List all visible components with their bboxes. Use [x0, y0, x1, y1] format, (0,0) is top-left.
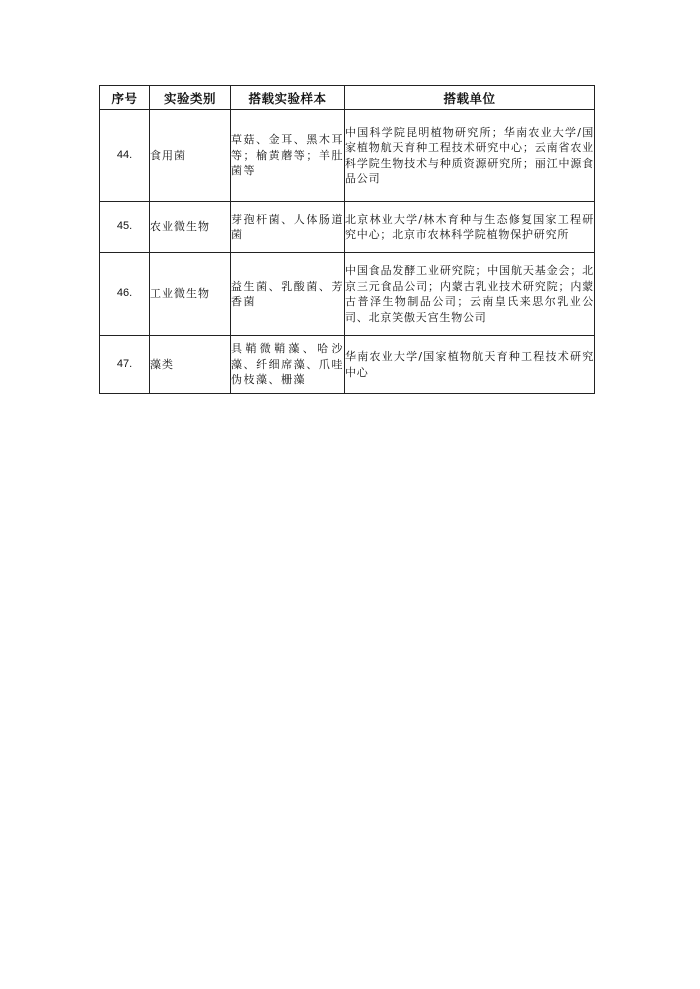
header-category: 实验类别: [150, 86, 231, 110]
row-unit: 中国食品发酵工业研究院；中国航天基金会；北京三元食品公司；内蒙古乳业技术研究院；内蒙古普泽生物制品公司；云南皇氏来思尔乳业公司、北京笑傲天宫生物公司: [345, 253, 595, 336]
row-index: 47.: [100, 336, 150, 394]
row-category: 藻类: [150, 336, 231, 394]
row-category: 农业微生物: [150, 202, 231, 253]
row-sample: 芽孢杆菌、人体肠道菌: [231, 202, 345, 253]
header-unit: 搭载单位: [345, 86, 595, 110]
row-index: 46.: [100, 253, 150, 336]
table-row: [100, 253, 595, 336]
row-unit: 中国科学院昆明植物研究所；华南农业大学/国家植物航天育种工程技术研究中心；云南省农业科学院生物技术与种质资源研究所；丽江中源食品公司: [345, 110, 595, 202]
row-index: 44.: [100, 110, 150, 202]
row-category: 食用菌: [150, 110, 231, 202]
row-category: 工业微生物: [150, 253, 231, 336]
table-header-row: [100, 86, 595, 110]
row-index: 45.: [100, 202, 150, 253]
table-row: [100, 336, 595, 394]
header-index: 序号: [100, 86, 150, 110]
header-sample: 搭载实验样本: [231, 86, 345, 110]
row-sample: 草菇、金耳、黑木耳等；榆黄蘑等；羊肚菌等: [231, 110, 345, 202]
table-row: [100, 110, 595, 202]
row-sample: 益生菌、乳酸菌、芳香菌: [231, 253, 345, 336]
payload-table: [99, 85, 595, 394]
row-unit: 华南农业大学/国家植物航天育种工程技术研究中心: [345, 336, 595, 394]
row-sample: 具鞘微鞘藻、哈沙藻、纤细席藻、爪哇伪枝藻、栅藻: [231, 336, 345, 394]
table-row: [100, 202, 595, 253]
row-unit: 北京林业大学/林木育种与生态修复国家工程研究中心；北京市农林科学院植物保护研究所: [345, 202, 595, 253]
